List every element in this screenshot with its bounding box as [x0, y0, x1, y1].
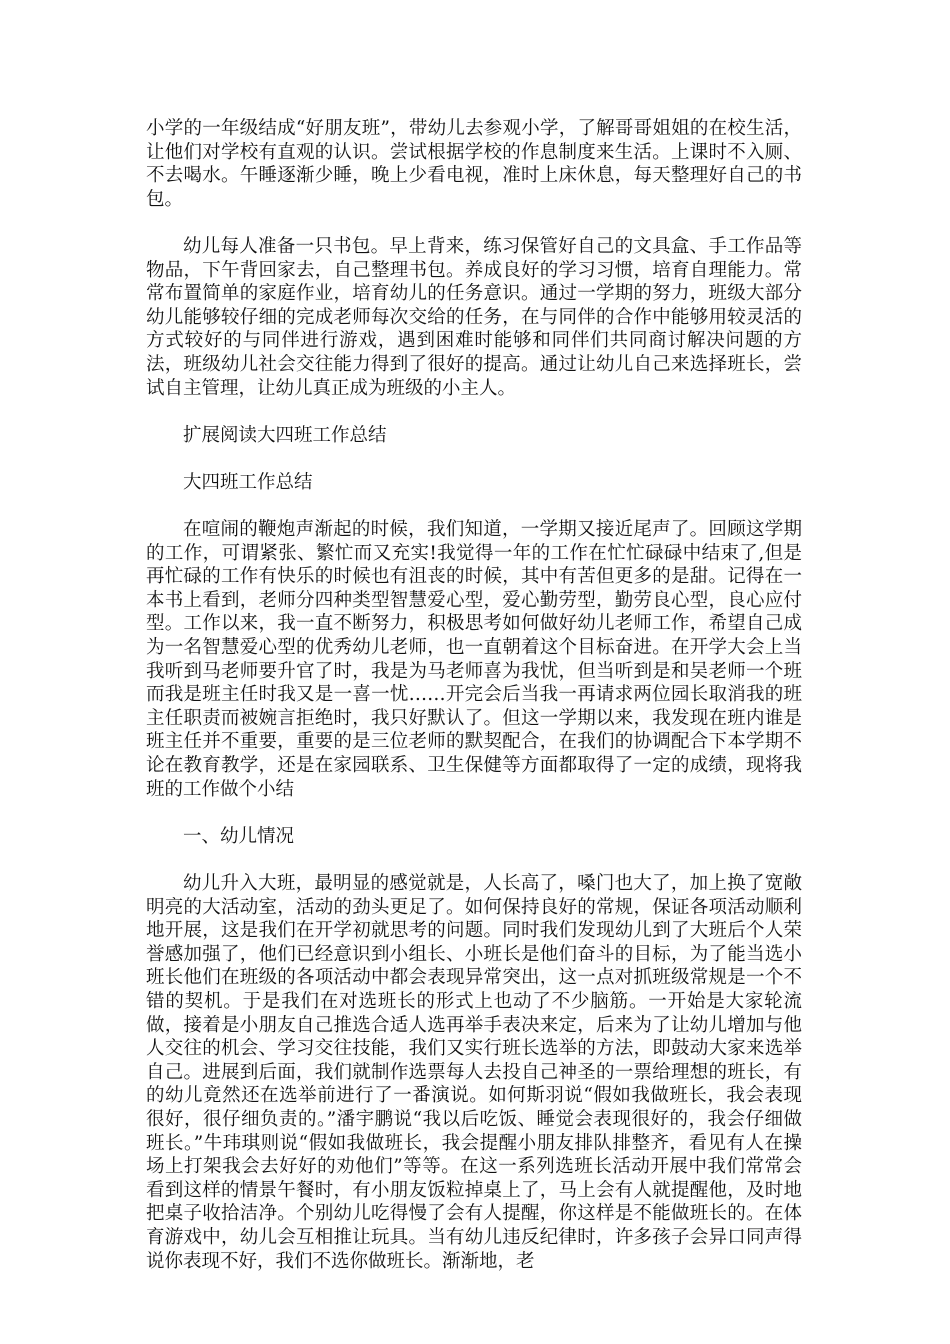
paragraph-introduction: 在喧闹的鞭炮声渐起的时候，我们知道，一学期又接近尾声了。回顾这学期的工作，可谓紧张、繁忙而又充实!我觉得一年的工作在忙忙碌碌中结束了,但是再忙碌的工作有快乐的时候也有沮丧的时候，其中有苦但更多的是甜。记得在一本书上看到，老师分四种类型智慧爱心型，爱心勤劳型，勤劳良心型，良心应付型。工作以来，我一直不断努力，积极思考如何做好幼儿老师工作，希望自己成为一名智慧爱心型的优秀幼儿老师，也一直朝着这个目标奋进。在开学大会上当我听到马老师要升官了时，我是为马老师喜为我忧，但当听到是和吴老师一个班而我是班主任时我又是一喜一忧……开完会后当我一再请求两位园长取消我的班主任职责而被婉言拒绝时，我只好默认了。但这一学期以来，我发现在班内谁是班主任并不重要，重要的是三位老师的默契配合，在我们的协调配合下本学期不论在教育教学，还是在家园联系、卫生保健等方面都取得了一定的成绩，现将我班的工作做个小结 [146, 519, 802, 800]
paragraph-continuation: 小学的一年级结成“好朋友班”，带幼儿去参观小学，了解哥哥姐姐的在校生活，让他们对学校有直观的认识。尝试根据学校的作息制度来生活。上课时不入厕、不去喝水。午睡逐渐少睡，晚上少看电视，准时上床休息，每天整理好自己的书包。 [146, 118, 802, 210]
heading-extended-reading: 扩展阅读大四班工作总结 [183, 424, 387, 446]
heading-summary-title: 大四班工作总结 [183, 471, 313, 493]
heading-section-one: 一、幼儿情况 [183, 825, 295, 847]
paragraph-schoolbag: 幼儿每人准备一只书包。早上背来，练习保管好自己的文具盒、手工作品等物品，下午背回家去，自己整理书包。养成良好的学习习惯，培育自理能力。常常布置简单的家庭作业，培育幼儿的任务意识。通过一学期的努力，班级大部分幼儿能够较仔细的完成老师每次交给的任务，在与同伴的合作中能够用较灵活的方式较好的与同伴进行游戏，遇到困难时能够和同伴们共同商讨解决问题的方法，班级幼儿社会交往能力得到了很好的提高。通过让幼儿自己来选择班长，尝试自主管理，让幼儿真正成为班级的小主人。 [146, 235, 802, 399]
document-body [146, 117, 802, 1297]
paragraph-children-situation: 幼儿升入大班，最明显的感觉就是，人长高了，嗓门也大了，加上换了宽敞明亮的大活动室，活动的劲头更足了。如何保持良好的常规，保证各项活动顺利地开展，这是我们在开学初就思考的问题。同时我们发现幼儿到了大班后个人荣誉感加强了，他们已经意识到小组长、小班长是他们奋斗的目标，为了能当选小班长他们在班级的各项活动中都会表现异常突出，这一点对抓班级常规是一个不错的契机。于是我们在对选班长的形式上也动了不少脑筋。一开始是大家轮流做，接着是小朋友自己推选合适人选再举手表决来定，后来为了让幼儿增加与他人交往的机会、学习交往技能，我们又实行班长选举的方法，即鼓动大家来选举自己。进展到后面，我们就制作选票每人去投自己神圣的一票给理想的班长，有的幼儿竟然还在选举前进行了一番演说。如何斯羽说“假如我做班长，我会表现很好，很仔细负责的。”潘宇鹏说“我以后吃饭、睡觉会表现很好的，我会仔细做班长。”牛玮琪则说“假如我做班长，我会提醒小朋友排队排整齐，看见有人在操场上打架我会去好好的劝他们”等等。在这一系列选班长活动开展中我们常常会看到这样的情景午餐时，有小朋友饭粒掉桌上了，马上会有人就提醒他，及时地把桌子收拾洁净。个别幼儿吃得慢了会有人提醒，你这样是不能做班长的。在体育游戏中，幼儿会互相推让玩具。当有幼儿违反纪律时，许多孩子会异口同声得说你表现不好，我们不选你做班长。渐渐地，老 [146, 873, 802, 1272]
